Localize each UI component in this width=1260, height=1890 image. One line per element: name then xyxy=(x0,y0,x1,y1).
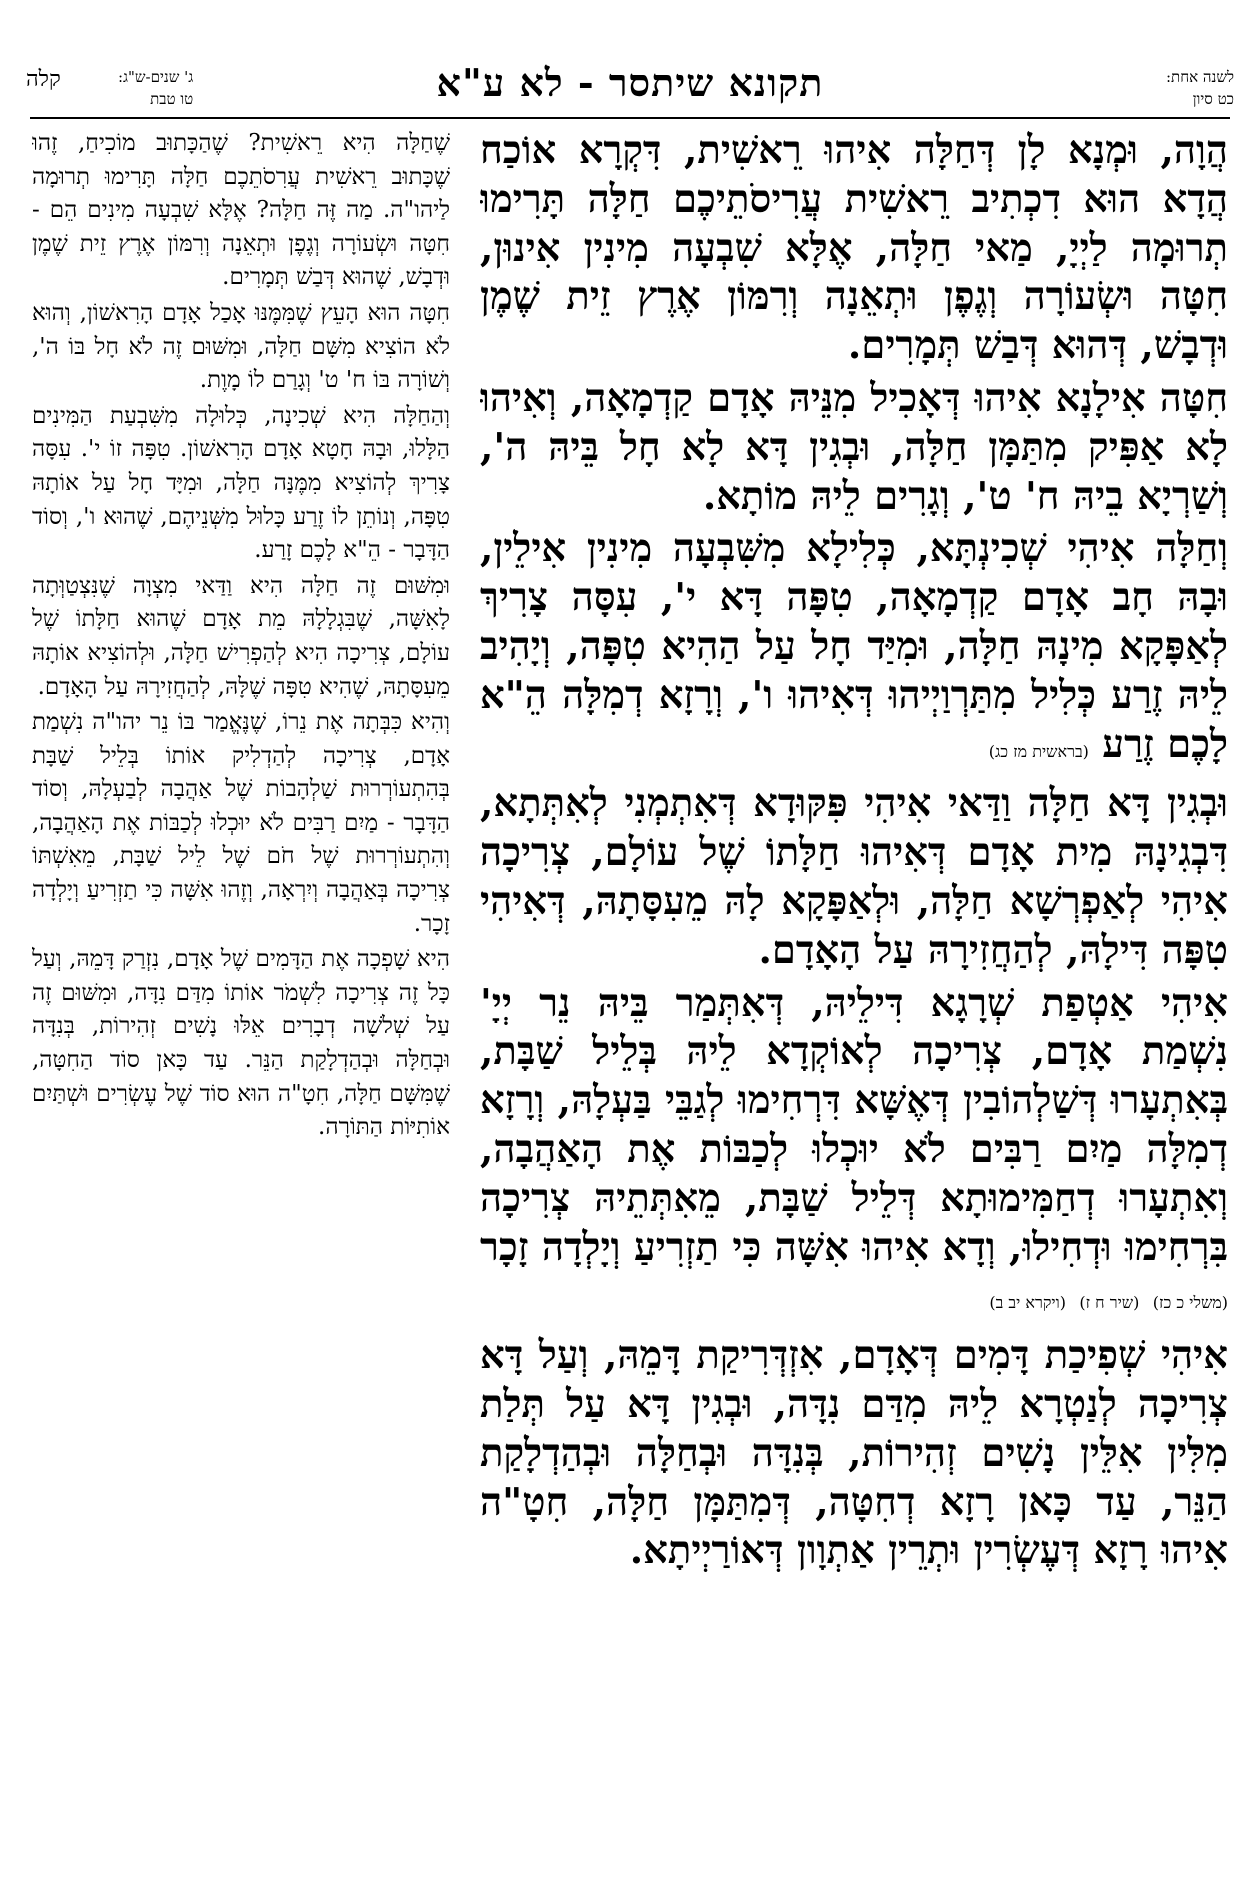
source-reference: (שיר ח ז) xyxy=(1079,1293,1140,1313)
main-paragraph: הֲוָה, וּמְנָא לָן דְּחַלָּה אִיהוּ רֵאשִׁית, דִּקְרָא אוֹכַח הֲדָא הוּא דִכְתִיב רֵאשִׁית עֲרִיסֹתֵיכֶם חַלָּה תָּרִימוּ תְרוּמָה לַיְיָ, מַאי חַלָּה, אֶלָּא שִׁבְעָה מִינִין אִינוּן, חִטָּה וּשְׂעוֹרָה וְגֶפֶן וּתְאֵנָה וְרִמּוֹן אֶרֶץ זֵית שֶׁמֶן וּדְבָשׁ, דְּהוּא דְּבַשׁ תְּמָרִים. xyxy=(480,128,1228,369)
translation-paragraph: חִטָּה הוּא הָעֵץ שֶׁמִּמֶּנּוּ אָכַל אָדָם הָרִאשׁוֹן, וְהוּא לֹא הוֹצִיא מִשָּׁם חַלָּה, וּמִשּׁוּם זֶה לֹא חָל בּוֹ ה', וְשׁוֹרָה בּוֹ ח' ט' וְגָרַם לוֹ מָוֶת. xyxy=(32,299,450,394)
header-divider xyxy=(30,117,1230,119)
schedule-label-one-year: לשנה אחת: xyxy=(1166,68,1234,86)
source-reference: (משלי כ כז) xyxy=(1152,1293,1228,1313)
translation-paragraph: וְהִיא כִּבְּתָה אֶת נֵרוֹ, שֶׁנֶּאֱמַר בּוֹ נֵר יהו"ה נִשְׁמַת אָדָם, צְרִיכָה לְהַדְלִיק אוֹתוֹ בְּלֵיל שַׁבָּת בְּהִתְעוֹרְרוּת שַׁלְהָבוֹת שֶׁל אַהֲבָה לְבַעְלָהּ, וְסוֹד הַדָּבָר - מַיִם רַבִּים לֹא יוּכְלוּ לְכַבּוֹת אֶת הָאַהֲבָה, וְהִתְעוֹרְרוּת שֶׁל חֹם שֶׁל לֵיל שַׁבָּת, מֵאִשְׁתּוֹ צְרִיכָה בְּאַהֲבָה וְיִרְאָה, וְזֶהוּ אִשָּׁה כִּי תַזְרִיעַ וְיָלְדָה זָכָר. xyxy=(32,709,450,937)
page-header xyxy=(18,54,1242,122)
translation-column xyxy=(32,127,450,1767)
translation-paragraph: וּמִשּׁוּם זֶה חַלָּה הִיא וַדַּאי מִצְוָה שֶׁנִּצְטַוְּתָה לָאִשָּׁה, שֶׁבִּגְלָלָהּ מֵת אָדָם שֶׁהוּא חַלָּתוֹ שֶׁל עוֹלָם, צְרִיכָה הִיא לְהַפְרִישׁ חַלָּה, וּלְהוֹצִיא אוֹתָהּ מֵעִסָּתָהּ, שֶׁהִיא טִפָּה שֶׁלָּהּ, לְהַחֲזִירָהּ עַל הָאָדָם. xyxy=(32,572,450,700)
main-paragraph: אִיהִי שְׁפִיכַת דָּמִים דְּאָדָם, אִזְדְּרִיקַת דָּמֵהּ, וְעַל דָּא צְרִיכָה לְנַטְרָא לֵיהּ מִדַּם נִדָּה, וּבְגִין דָּא עַל תְּלַת מִלִּין אִלֵּין נָשִׁים זְהִירוֹת, בְּנִדָּה וּבְחַלָּה וּבְהַדְלָקַת הַנֵּר, עַד כָּאן רָזָא דְחִטָּה, דְּמִתַּמָּן חַלָּה, חִטָ"ה אִיהוּ רָזָא דְּעֶשְׂרִין וּתְרֵין אַתְוָון דְּאוֹרַיְיתָא. xyxy=(480,1333,1228,1574)
translation-paragraph: שֶׁחַלָּה הִיא רֵאשִׁית? שֶׁהַכָּתוּב מוֹכִיחַ, זֶהוּ שֶׁכָּתוּב רֵאשִׁית עֲרִסֹתֵכֶם חַלָּה תָּרִימוּ תְרוּמָה לַיהו"ה. מַה זֶּה חַלָּה? אֶלָּא שִׁבְעָה מִינִים הֵם - חִטָּה וּשְׂעוֹרָה וְגֶפֶן וּתְאֵנָה וְרִמּוֹן אֶרֶץ זֵית שֶׁמֶן וּדְבָשׁ, שֶׁהוּא דְּבַשׁ תְּמָרִים. xyxy=(32,130,450,291)
source-reference: (בראשית מז כג) xyxy=(988,741,1089,761)
schedule-date-three-years: טו טבת xyxy=(150,90,194,108)
main-paragraph-text: אִיהִי אַטְפַת שְׁרָגָא דִּילֵיהּ, דְּאִתְּמַר בֵּיהּ נֵר יְיָ' נִשְׁמַת אָדָם, צְרִיכָה לְאוֹקְדָא לֵיהּ בְּלֵיל שַׁבָּת, בְּאִתְעָרוּ דְּשַׁלְהוֹבִין דְּאֶשָּׁא דִּרְחִימוּ לְגַבֵּי בַּעְלָהּ, וְרָזָא דְמִלָּה מַיִם רַבִּים לֹא יוּכְלוּ לְכַבּוֹת אֶת הָאַהֲבָה, וְאִתְעָרוּ דְחַמִּימוּתָא דְּלֵיל שַׁבָּת, מֵאִתְּתֵיהּ צְרִיכָה בִּרְחִימוּ וּדְחִילוּ, וְדָא אִיהוּ אִשָּׁה כִּי תַזְרִיעַ וְיָלְדָה זָכָר xyxy=(480,980,1228,1270)
schedule-label-three-years: ג' שנים-ש"ג: xyxy=(118,68,194,86)
daily-schedule-three-years xyxy=(118,66,193,110)
schedule-date-one-year: כט סיון xyxy=(1192,90,1234,108)
main-text-column xyxy=(480,127,1228,1747)
translation-paragraph: וְהַחַלָּה הִיא שְׁכִינָה, כְּלוּלָה מִשִּׁבְעַת הַמִּינִים הַלָּלוּ, וּבָהּ חָטָא אָדָם הָרִאשׁוֹן. טִפָּה זוֹ י'. עִסָּה צָרִיךְ לְהוֹצִיא מִמֶּנָּה חַלָּה, וּמִיָּד חָל עַל אוֹתָהּ טִפָּה, וְנוֹתֵן לוֹ זֶרַע כָּלוּל מִשְּׁנֵיהֶם, שֶׁהוּא ו', וְסוֹד הַדָּבָר - הֵ"א לָכֶם זָרַע. xyxy=(32,402,450,564)
main-paragraph xyxy=(480,525,1228,776)
translation-paragraph: הִיא שָׁפְכָה אֶת הַדָּמִים שֶׁל אָדָם, נִזְרַק דָּמֵהּ, וְעַל כָּל זֶה צְרִיכָה לִשְׁמֹר אוֹתוֹ מִדַּם נִדָּה, וּמִשּׁוּם זֶה עַל שְׁלֹשָׁה דְבָרִים אֵלּוּ נָשִׁים זְהִירוֹת, בְּנִדָּה וּבְחַלָּה וּבְהַדְלָקַת הַנֵּר. עַד כָּאן סוֹד הַחִטָּה, שֶׁמִּשָּׁם חַלָּה, חִטָ"ה הוּא סוֹד שֶׁל עֶשְׂרִים וּשְׁתַּיִם אוֹתִיּוֹת הַתּוֹרָה. xyxy=(32,946,450,1141)
page-title: תקונא שיתסר - לא ע"א xyxy=(436,60,824,105)
main-paragraph xyxy=(480,980,1228,1329)
source-reference: (ויקרא יב ב) xyxy=(989,1293,1066,1313)
main-paragraph-text: וְחַלָּה אִיהִי שְׁכִינְתָּא, כְּלִילָא מִשִּׁבְעָה מִינִין אִילֵין, וּבָהּ חָב אָדָם קַדְמָאָה, טִפָּה דָּא י', עִסָּה צָרִיךְ לְאַפָּקָא מִינָהּ חַלָּה, וּמִיַּד חָל עַל הַהִיא טִפָּה, וְיָהִיב לֵיהּ זֶרַע כְּלִיל מִתַּרְוַיְיהוּ דְּאִיהוּ ו', וְרָזָא דְמִלָּה הֵ"א לָכֶם זֶרַע xyxy=(480,526,1228,767)
main-paragraph: וּבְגִין דָּא חַלָּה וַדַּאי אִיהִי פִּקּוּדָא דְּאִתְמְנִי לְאִתְּתָא, דִּבְגִינָהּ מִית אָדָם דְּאִיהוּ חַלָּתוֹ שֶׁל עוֹלָם, צְרִיכָה אִיהִי לְאַפְרְשָׁא חַלָּה, וּלְאַפָּקָא לָהּ מֵעִסָּתָהּ, דְּאִיהִי טִפָּה דִּילָהּ, לְהַחֲזִירָהּ עַל הָאָדָם. xyxy=(480,781,1228,973)
main-paragraph: חִטָּה אִילָנָא אִיהוּ דְּאָכִיל מִנֵּיהּ אָדָם קַדְמָאָה, וְאִיהוּ לָא אַפִּיק מִתַּמָּן חַלָּה, וּבְגִין דָּא לָא חָל בֵּיהּ ה', וְשַׁרְיָא בֵיהּ ח' ט', וְגָרִים לֵיהּ מוֹתָא. xyxy=(480,375,1228,519)
page-number: קלה xyxy=(26,67,61,92)
